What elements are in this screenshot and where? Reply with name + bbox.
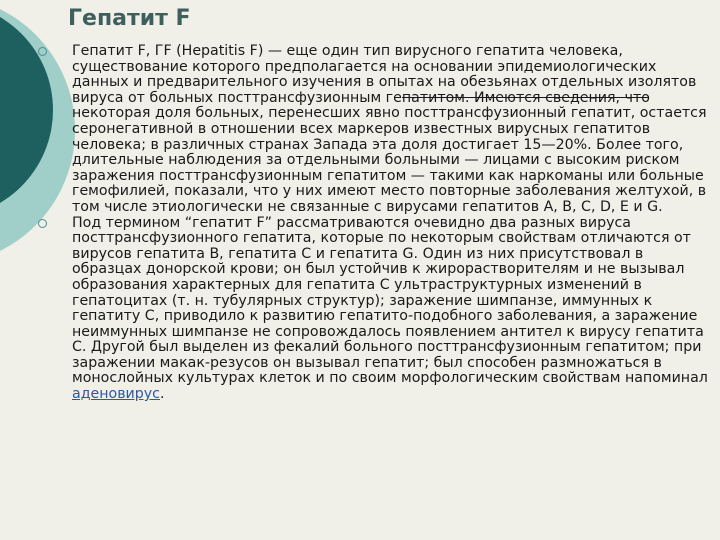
- paragraph-text-end: .: [159, 386, 165, 403]
- slide-title: Гепатит F: [68, 6, 191, 31]
- strike-through-line: [402, 97, 649, 98]
- adenovirus-link[interactable]: аденовирус: [72, 386, 160, 403]
- paragraph-text: Гепатит F, ГF (Hepatitis F) — еще один тип вирусного гепатита человека, существование которого предполагается на основании эпидемиологических данных и предварительного изучения в опытах на обезьянах отдельных изолятов вируса от больных посттрансфузионным гепатитом. Имеются сведения, что некоторая доля больных, перенесших явно посттрансфузионный гепатит, остается серонегативной в отношении всех маркеров известных вирусных гепатитов человека; в различных странах Запада эта доля достигает 15—20%. Более того, длительные наблюдения за отдельными больными — лицами с высоким риском заражения посттрансфузионным гепатитом — такими как наркоманы или больные гемофилией, показали, что у них имеют место повторные заболевания желтухой, в том числе этиологически не связанные с вирусами гепатитов A, B, C, D, E и G.: [72, 43, 707, 215]
- bullet-icon: [38, 219, 47, 228]
- paragraph-text: [72, 216, 708, 403]
- bullet-paragraph-2: [38, 216, 708, 403]
- bullet-icon: [38, 47, 47, 56]
- paragraph-text-main: Под термином “гепатит F” рассматриваются очевидно два разных вируса посттрансфузионного гепатита, которые по некоторым свойствам отличаются от вирусов гепатита B, гепатита C и гепатита G. Один из них присутствовал в образцах донорской крови; он был устойчив к жирорастворителям и не вызывал образования характерных для гепатита C ультраструктурных изменений в гепатоцитах (т. н. тубулярных структур); заражение шимпанзе, иммунных к гепатиту C, приводило к развитию гепатито-подобного заболевания, а заражение неиммунных шимпанзе не сопровождалось появлением антител к вирусу гепатита C. Другой был выделен из фекалий больного посттрансфузионным гепатитом; при заражении макак-резусов он вызывал гепатит; был способен размножаться в монослойных культурах клеток и по своим морфологическим свойствам напоминал: [72, 214, 708, 387]
- bullet-paragraph-1: [38, 44, 708, 216]
